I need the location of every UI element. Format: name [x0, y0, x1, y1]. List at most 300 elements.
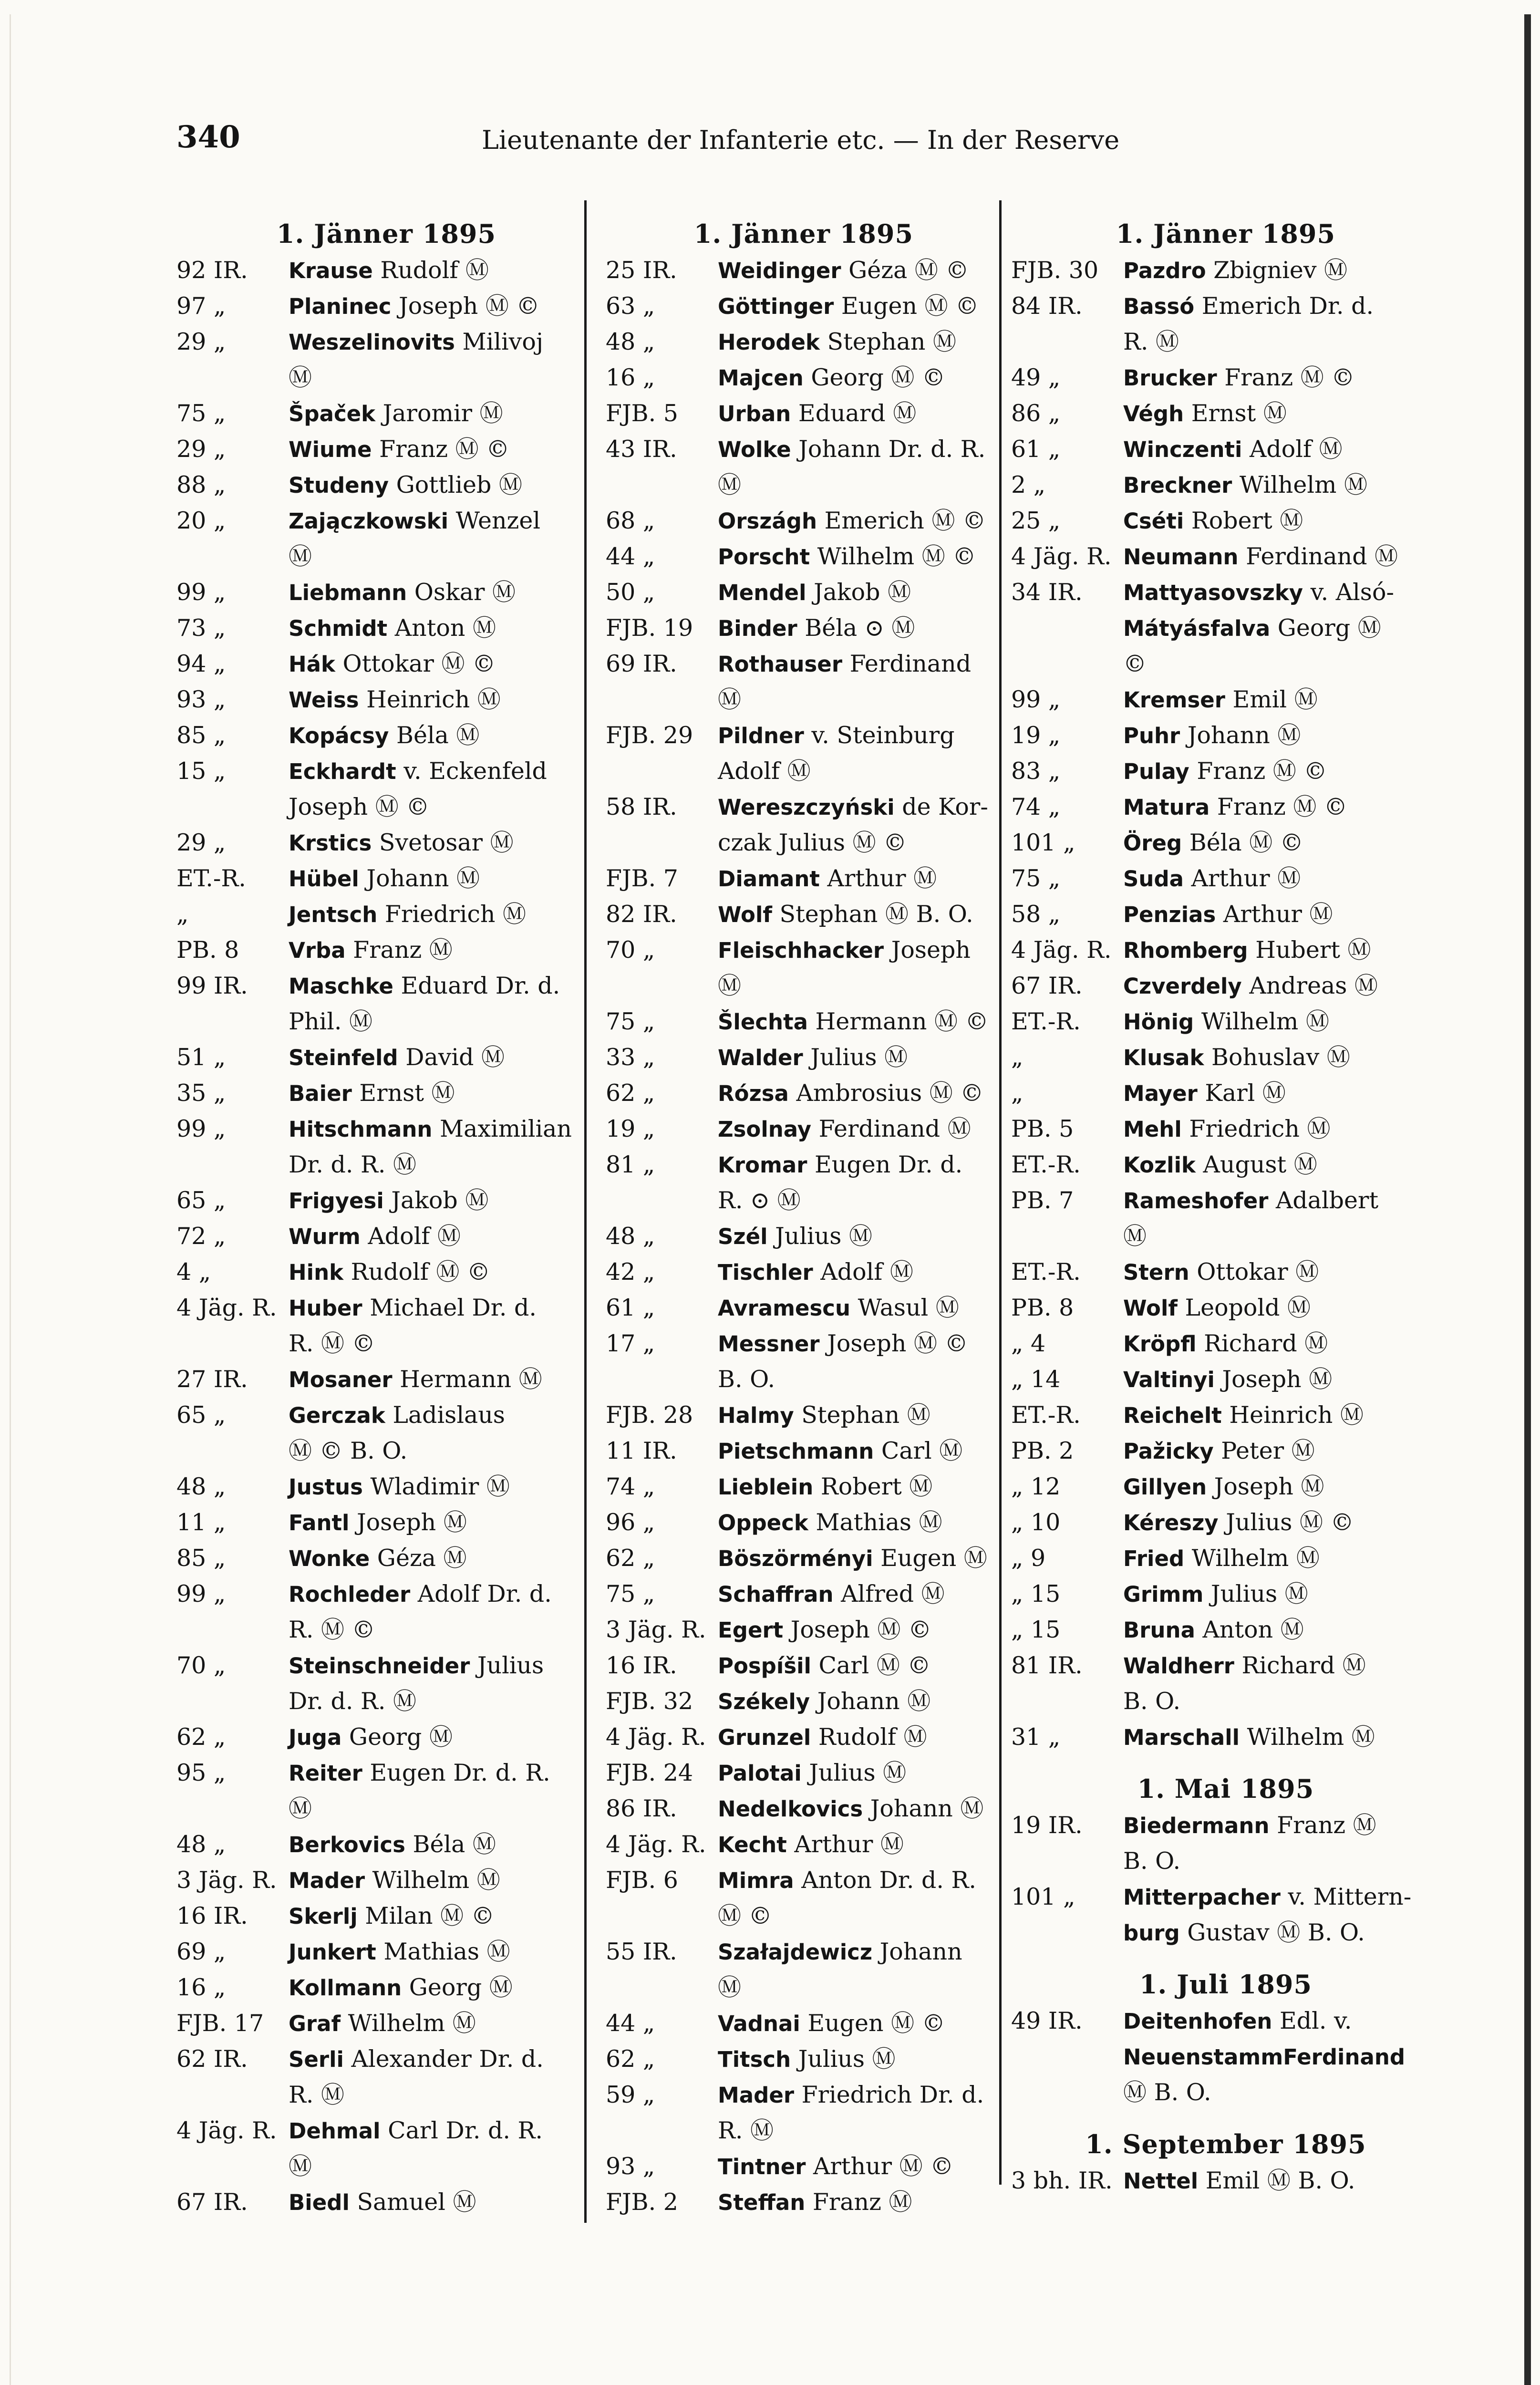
- unit-designation: [606, 754, 718, 789]
- entry-text: [718, 1183, 1002, 1219]
- unit-designation: 88 „: [176, 471, 226, 498]
- entry-text: [1123, 646, 1440, 682]
- unit-designation: ET.-R.: [1011, 1008, 1081, 1035]
- roster-entry: [1011, 1147, 1440, 1183]
- roster-entry: [606, 1898, 1002, 1934]
- unit-designation: 19 „: [606, 1115, 655, 1142]
- roster-entry: [606, 789, 1002, 825]
- given-name-and-marks: Phil. Ⓜ: [289, 1008, 373, 1035]
- given-name-and-marks: Jaromir Ⓜ: [375, 400, 503, 427]
- unit-designation: 95 „: [176, 1759, 226, 1786]
- given-name-and-marks: Anton Ⓜ: [387, 614, 496, 642]
- unit-designation: 65 „: [176, 1401, 226, 1429]
- roster-entry: [1011, 289, 1440, 324]
- roster-entry: [606, 1362, 1002, 1398]
- given-name-and-marks: Johann Ⓜ: [1180, 722, 1301, 749]
- given-name-and-marks: Rudolf Ⓜ ©: [343, 1258, 490, 1286]
- unit-designation: „ 12: [1011, 1473, 1061, 1500]
- roster-entry: [606, 825, 1002, 861]
- entry-text: [718, 646, 1002, 682]
- roster-entry: [176, 1076, 596, 1111]
- unit-designation: 3 Jäg. R.: [176, 1867, 277, 1894]
- unit-designation: 58 IR.: [606, 793, 677, 820]
- given-name-and-marks: Ottokar Ⓜ ©: [335, 650, 496, 677]
- given-name-and-marks: Oskar Ⓜ: [407, 579, 516, 606]
- unit-designation: [1011, 324, 1123, 360]
- surname: Nettel: [1123, 2168, 1199, 2194]
- entry-text: [718, 1076, 1002, 1111]
- entry-text: [289, 1970, 596, 2006]
- surname: Kromar: [718, 1152, 807, 1178]
- given-name-and-marks: Wilhelm Ⓜ: [1184, 1545, 1320, 1572]
- surname: Mosaner: [289, 1367, 393, 1392]
- given-name-and-marks: Eugen Ⓜ ©: [800, 2010, 945, 2037]
- unit-designation: 83 „: [1011, 757, 1061, 785]
- roster-entry: [1011, 1433, 1440, 1469]
- roster-entry: [1011, 682, 1440, 718]
- section-heading-juli: 1. Juli 1895: [1139, 1969, 1313, 2000]
- entry-text: [289, 789, 596, 825]
- given-name-and-marks: Wilhelm Ⓜ: [341, 2010, 476, 2037]
- surname: Frigyesi: [289, 1188, 384, 1213]
- roster-entry: [606, 1004, 1002, 1040]
- entry-text: [289, 682, 596, 718]
- entry-text: [718, 1433, 1002, 1469]
- entry-text: [1123, 825, 1440, 861]
- given-name-and-marks: Adolf Ⓜ: [718, 757, 811, 785]
- surname: Valtinyi: [1123, 1367, 1215, 1392]
- entry-text: [718, 1576, 1002, 1612]
- entry-text: [1123, 682, 1440, 718]
- unit-designation: FJB. 6: [606, 1867, 678, 1894]
- roster-entry: [176, 253, 596, 289]
- unit-designation: „ 14: [1011, 1366, 1061, 1393]
- roster-entry: [606, 968, 1002, 1004]
- given-name-and-marks: Eugen Ⓜ: [873, 1545, 987, 1572]
- unit-designation: „: [1011, 1079, 1023, 1107]
- roster-entry: [1011, 1183, 1440, 1219]
- entry-text: [289, 396, 596, 432]
- unit-designation: 16 „: [606, 364, 655, 391]
- unit-designation: ET.-R.: [1011, 1401, 1081, 1429]
- unit-designation: 99 „: [176, 579, 226, 606]
- entry-text: [1123, 503, 1440, 539]
- entry-text: [289, 2042, 596, 2077]
- given-name-and-marks: Karl Ⓜ: [1197, 1079, 1286, 1107]
- entry-text: [1123, 1111, 1440, 1147]
- surname: Mehl: [1123, 1117, 1182, 1142]
- surname: Steinfeld: [289, 1045, 398, 1070]
- entry-text: [718, 1004, 1002, 1040]
- roster-entry: [1011, 646, 1440, 682]
- given-name-and-marks: Wilhelm Ⓜ: [365, 1867, 500, 1894]
- column-2: [606, 215, 1002, 2220]
- given-name-and-marks: Anton Ⓜ: [1195, 1616, 1304, 1643]
- surname: Mattyasovszky: [1123, 580, 1303, 605]
- given-name-and-marks: R. Ⓜ: [1123, 328, 1179, 355]
- roster-entry: [176, 2042, 596, 2077]
- surname: Vrba: [289, 938, 346, 963]
- roster-entry: [606, 1326, 1002, 1362]
- given-name-and-marks: Ernst Ⓜ: [1184, 400, 1287, 427]
- given-name-and-marks: Julius Ⓜ ©: [1218, 1509, 1354, 1536]
- roster-entry: [1011, 1111, 1440, 1147]
- entry-text: [1123, 539, 1440, 575]
- running-title: Lieutenante der Infanterie etc. — In der Reserve: [482, 125, 1120, 155]
- surname: Wereszczyński: [718, 795, 895, 820]
- unit-designation: [176, 1684, 289, 1720]
- surname: Penzias: [1123, 902, 1216, 927]
- surname: Majcen: [718, 365, 804, 391]
- entry-text: [1123, 933, 1440, 968]
- roster-entry: [176, 1219, 596, 1255]
- unit-designation: [1011, 1915, 1123, 1951]
- roster-entry: [1011, 1648, 1440, 1684]
- entry-text: [718, 289, 1002, 324]
- given-name-and-marks: Anton Dr. d. R.: [794, 1867, 976, 1894]
- entry-text: [289, 1290, 596, 1326]
- entry-text: [718, 1147, 1002, 1183]
- roster-entry: [176, 646, 596, 682]
- unit-designation: 96 „: [606, 1509, 655, 1536]
- section-heading-september: 1. September 1895: [1085, 2129, 1366, 2159]
- roster-entry: [606, 1147, 1002, 1183]
- unit-designation: ET.-R.: [176, 865, 246, 892]
- given-name-and-marks: Ⓜ: [718, 686, 742, 713]
- unit-designation: 4 Jäg. R.: [176, 1294, 277, 1321]
- roster-entry: [1011, 1844, 1440, 1879]
- unit-designation: 44 „: [606, 543, 655, 570]
- unit-designation: [606, 1183, 718, 1219]
- surname: Steinschneider: [289, 1653, 470, 1679]
- given-name-and-marks: v. Eckenfeld: [396, 757, 547, 785]
- given-name-and-marks: Julius Ⓜ: [791, 2045, 896, 2073]
- roster-entry: [1011, 467, 1440, 503]
- surname: Böszörményi: [718, 1546, 873, 1571]
- roster-entry: [1011, 539, 1440, 575]
- entry-text: [1123, 289, 1440, 324]
- given-name-and-marks: Joseph Ⓜ: [1207, 1473, 1324, 1500]
- unit-designation: 16 „: [176, 1974, 226, 2001]
- unit-designation: 67 IR.: [176, 2188, 248, 2216]
- entry-text: [718, 933, 1002, 968]
- unit-designation: 70 „: [606, 936, 655, 964]
- given-name-and-marks: Julius: [470, 1652, 544, 1679]
- roster-entry: [606, 1040, 1002, 1076]
- unit-designation: 27 IR.: [176, 1366, 248, 1393]
- entry-text: [718, 897, 1002, 933]
- unit-designation: 3 Jäg. R.: [606, 1616, 706, 1643]
- roster-entry: [1011, 789, 1440, 825]
- entry-text: [1123, 575, 1440, 611]
- unit-designation: 86 IR.: [606, 1795, 677, 1822]
- unit-designation: [606, 1362, 718, 1398]
- roster-entry: [176, 682, 596, 718]
- given-name-and-marks: Jakob Ⓜ: [383, 1187, 489, 1214]
- unit-designation: „ 15: [1011, 1616, 1061, 1643]
- roster-entry: [606, 1469, 1002, 1505]
- roster-entry: [176, 1004, 596, 1040]
- roster-entry: [176, 1684, 596, 1720]
- entry-text: [1123, 1255, 1440, 1290]
- surname: Pietschmann: [718, 1439, 874, 1464]
- surname: Binder: [718, 616, 797, 641]
- roster-entry: [176, 1290, 596, 1326]
- given-name-and-marks: R. Ⓜ: [718, 2117, 774, 2144]
- unit-designation: 101 „: [1011, 829, 1075, 856]
- roster-entry: [606, 1505, 1002, 1541]
- surname: Stern: [1123, 1260, 1189, 1285]
- surname: NeuenstammFerdinand: [1123, 2044, 1406, 2070]
- unit-designation: 99 „: [176, 1580, 226, 1607]
- given-name-and-marks: Ferdinand Ⓜ: [811, 1115, 971, 1142]
- given-name-and-marks: Béla ⊙ Ⓜ: [797, 614, 915, 642]
- surname: Pulay: [1123, 759, 1189, 784]
- roster-entry: [606, 754, 1002, 789]
- given-name-and-marks: August Ⓜ: [1195, 1151, 1317, 1178]
- unit-designation: 49 „: [1011, 364, 1061, 391]
- surname: Biedl: [289, 2190, 350, 2215]
- unit-designation: „ 4: [1011, 1330, 1046, 1357]
- unit-designation: 75 „: [606, 1008, 655, 1035]
- column-3: [1011, 215, 1440, 2199]
- given-name-and-marks: Arthur Ⓜ: [819, 865, 937, 892]
- roster-entry: [176, 1398, 596, 1433]
- entry-text: [718, 1362, 1002, 1398]
- roster-entry: [176, 1505, 596, 1541]
- unit-designation: [606, 2113, 718, 2149]
- roster-entry: [606, 861, 1002, 897]
- unit-designation: „: [1011, 1044, 1023, 1071]
- roster-entry: [176, 1755, 596, 1791]
- given-name-and-marks: Bohuslav Ⓜ: [1204, 1044, 1350, 1071]
- roster-entry: [1011, 1541, 1440, 1576]
- surname: Mayer: [1123, 1081, 1198, 1106]
- surname: Reichelt: [1123, 1403, 1222, 1428]
- surname: Mátyásfalva: [1123, 616, 1271, 641]
- entry-text: [289, 1255, 596, 1290]
- entry-text: [718, 1505, 1002, 1541]
- surname: Tischler: [718, 1260, 813, 1285]
- unit-designation: 43 IR.: [606, 436, 677, 463]
- entry-text: [289, 968, 596, 1004]
- entry-text: [289, 1505, 596, 1541]
- roster-entry: [606, 2149, 1002, 2185]
- entry-text: [1123, 1648, 1440, 1684]
- roster-entry: [1011, 1326, 1440, 1362]
- given-name-and-marks: Milan Ⓜ ©: [357, 1902, 495, 1929]
- roster-entry: [176, 1362, 596, 1398]
- roster-entry: [1011, 1219, 1440, 1255]
- roster-entry: [176, 324, 596, 360]
- given-name-and-marks: Heinrich Ⓜ: [359, 686, 501, 713]
- roster-entry: [1011, 968, 1440, 1004]
- surname: Kecht: [718, 1832, 787, 1857]
- unit-designation: FJB. 32: [606, 1688, 693, 1715]
- given-name-and-marks: Emil Ⓜ B. O.: [1198, 2167, 1355, 2194]
- entry-text: [1123, 1844, 1440, 1879]
- entry-text: [289, 1398, 596, 1433]
- unit-designation: [176, 1147, 289, 1183]
- given-name-and-marks: Eduard Dr. d.: [393, 972, 560, 999]
- entry-text: [718, 682, 1002, 718]
- surname: Planinec: [289, 294, 392, 319]
- surname: Pospíšil: [718, 1653, 811, 1679]
- surname: Skerlj: [289, 1904, 358, 1929]
- entry-text: [718, 2149, 1002, 2185]
- surname: Kollmann: [289, 1975, 402, 2001]
- unit-designation: 93 „: [176, 686, 226, 713]
- entry-text: [718, 253, 1002, 289]
- given-name-and-marks: Wenzel: [448, 507, 540, 534]
- unit-designation: 42 „: [606, 1258, 655, 1286]
- entry-text: [289, 1433, 596, 1469]
- surname: Weiss: [289, 687, 359, 713]
- unit-designation: [176, 1791, 289, 1827]
- given-name-and-marks: Svetosar Ⓜ: [372, 829, 514, 856]
- unit-designation: FJB. 29: [606, 722, 693, 749]
- unit-designation: 69 „: [176, 1938, 226, 1965]
- given-name-and-marks: Emil Ⓜ: [1225, 686, 1318, 713]
- given-name-and-marks: Ⓜ ©: [718, 1902, 772, 1929]
- entry-text: [289, 646, 596, 682]
- entry-text: [1123, 2075, 1440, 2111]
- entry-text: [718, 432, 1002, 467]
- given-name-and-marks: Franz Ⓜ: [805, 2188, 912, 2216]
- roster-entry: [176, 754, 596, 789]
- surname: Steffan: [718, 2190, 806, 2215]
- unit-designation: PB. 5: [1011, 1115, 1074, 1142]
- roster-entry: [606, 253, 1002, 289]
- roster-entry: [1011, 1040, 1440, 1076]
- surname: Oppeck: [718, 1510, 808, 1535]
- entry-text: [289, 1004, 596, 1040]
- unit-designation: 29 „: [176, 829, 226, 856]
- roster-entry: [176, 539, 596, 575]
- roster-entry: [606, 432, 1002, 467]
- entry-text: [289, 1219, 596, 1255]
- unit-designation: „ 15: [1011, 1580, 1061, 1607]
- roster-entry: [606, 1255, 1002, 1290]
- given-name-and-marks: Ⓜ: [289, 543, 312, 570]
- entry-text: [718, 1326, 1002, 1362]
- surname: Weszelinovits: [289, 330, 455, 355]
- entry-text: [718, 1648, 1002, 1684]
- surname: Juga: [289, 1725, 342, 1750]
- surname: Špaček: [289, 401, 376, 426]
- roster-entry: [1011, 1879, 1440, 1915]
- roster-entry: [1011, 933, 1440, 968]
- surname: Országh: [718, 508, 817, 534]
- roster-entry: [1011, 432, 1440, 467]
- roster-entry: [1011, 2039, 1440, 2075]
- entry-text: [289, 1362, 596, 1398]
- entry-text: [289, 1791, 596, 1827]
- given-name-and-marks: Leopold Ⓜ: [1177, 1294, 1311, 1321]
- roster-entry: [1011, 1720, 1440, 1755]
- roster-entry: [606, 1076, 1002, 1111]
- entry-text: [289, 1469, 596, 1505]
- surname: Wurm: [289, 1224, 361, 1249]
- entry-text: [289, 1076, 596, 1111]
- unit-designation: „: [176, 901, 189, 928]
- roster-entry: [606, 1720, 1002, 1755]
- roster-entry: [606, 611, 1002, 646]
- surname: Serli: [289, 2047, 344, 2072]
- given-name-and-marks: ©: [1123, 650, 1147, 677]
- unit-designation: [1011, 1684, 1123, 1720]
- roster-entry: [1011, 1004, 1440, 1040]
- unit-designation: 59 „: [606, 2081, 655, 2108]
- roster-entry: [176, 2006, 596, 2042]
- surname: Tintner: [718, 2154, 806, 2179]
- given-name-and-marks: Julius Ⓜ: [1203, 1580, 1308, 1607]
- unit-designation: 50 „: [606, 579, 655, 606]
- surname: Šlechta: [718, 1009, 808, 1035]
- entry-text: [289, 1147, 596, 1183]
- entry-text: [718, 1755, 1002, 1791]
- unit-designation: 74 „: [606, 1473, 655, 1500]
- entry-text: [289, 1648, 596, 1684]
- unit-designation: [176, 539, 289, 575]
- given-name-and-marks: Eugen Dr. d.: [807, 1151, 963, 1178]
- surname: Titsch: [718, 2047, 791, 2072]
- unit-designation: 63 „: [606, 292, 655, 320]
- unit-designation: [1011, 2039, 1123, 2075]
- surname: Kopácsy: [289, 723, 389, 748]
- given-name-and-marks: Edl. v.: [1272, 2007, 1352, 2034]
- unit-designation: [176, 2077, 289, 2113]
- unit-designation: 86 „: [1011, 400, 1061, 427]
- given-name-and-marks: Eugen Ⓜ ©: [834, 292, 979, 320]
- entry-text: [1123, 861, 1440, 897]
- given-name-and-marks: Eduard Ⓜ: [791, 400, 917, 427]
- entry-text: [1123, 1040, 1440, 1076]
- roster-entry: [176, 360, 596, 396]
- surname: Bassó: [1123, 294, 1195, 319]
- entry-text: [718, 396, 1002, 432]
- roster-entry: [606, 933, 1002, 968]
- given-name-and-marks: Carl Ⓜ: [874, 1437, 963, 1464]
- entry-text: [289, 539, 596, 575]
- roster-entry: [606, 1863, 1002, 1898]
- entry-text: [718, 1111, 1002, 1147]
- section-heading: 1. Jänner 1895: [1116, 218, 1336, 249]
- entry-text: [1123, 2003, 1440, 2039]
- roster-entry: [176, 1898, 596, 1934]
- roster-list: [1011, 2163, 1440, 2199]
- entry-text: [718, 1398, 1002, 1433]
- entry-text: [1123, 718, 1440, 754]
- surname: Halmy: [718, 1403, 794, 1428]
- unit-designation: [1011, 646, 1123, 682]
- entry-text: [289, 1576, 596, 1612]
- surname: Reiter: [289, 1761, 362, 1786]
- unit-designation: 4 Jäg. R.: [606, 1831, 706, 1858]
- section-heading: 1. Jänner 1895: [276, 218, 496, 249]
- roster-entry: [606, 1684, 1002, 1720]
- entry-text: [1123, 968, 1440, 1004]
- given-name-and-marks: Stephan Ⓜ: [794, 1401, 930, 1429]
- given-name-and-marks: Gottlieb Ⓜ: [389, 471, 522, 498]
- roster-entry: [606, 1791, 1002, 1827]
- given-name-and-marks: Georg Ⓜ: [402, 1974, 513, 2001]
- entry-text: [718, 2077, 1002, 2113]
- entry-text: [718, 2185, 1002, 2220]
- unit-designation: ET.-R.: [1011, 1151, 1081, 1178]
- entry-text: [289, 933, 596, 968]
- entry-text: [718, 2006, 1002, 2042]
